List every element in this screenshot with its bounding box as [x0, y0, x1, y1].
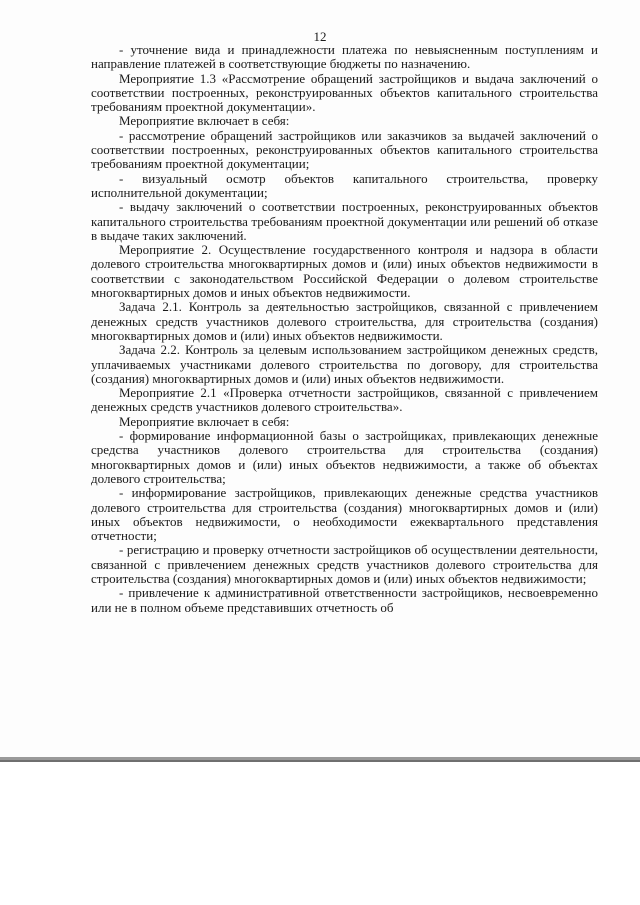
paragraph: Мероприятие 1.3 «Рассмотрение обращений застройщиков и выдача заключений о соответствии построенных, реконструированных объектов капитального строительства требованиям проектной документации». — [91, 70, 598, 115]
paragraph: - уточнение вида и принадлежности платежа по невыясненным поступлениям и направление платежей в соответствующие бюджеты по назначению. — [91, 42, 598, 72]
paragraph: Мероприятие 2.1 «Проверка отчетности застройщиков, связанной с привлечением денежных средств участников долевого строительства». — [91, 385, 598, 415]
paragraph: - регистрацию и проверку отчетности застройщиков об осуществлении деятельности, связанной с привлечением денежных средств участников долевого строительства для строительства (создания) многоквартирных домов и (или) иных объектов недвижимости; — [91, 542, 598, 586]
paragraph: - рассмотрение обращений застройщиков или заказчиков за выдачей заключений о соответствии построенных, реконструированных объектов капитального строительства требованиям проектной документации; — [91, 127, 598, 172]
paragraph: - выдачу заключений о соответствии построенных, реконструированных объектов капитального строительства требованиям проектной документации или решений об отказе в выдаче таких заключений. — [91, 199, 598, 243]
paragraph: - визуальный осмотр объектов капитального строительства, проверку исполнительной документации; — [91, 170, 598, 200]
paragraph: - формирование информационной базы о застройщиках, привлекающих денежные средства участников долевого строительства для строительства (создания) многоквартирных домов и (или) иных объектов недвижимости, а также об объектах долевого строительства; — [91, 428, 598, 486]
paragraph: Мероприятие включает в себя: — [119, 113, 290, 129]
paragraph: - информирование застройщиков, привлекающих денежные средства участников долевого строительства для строительства (создания) многоквартирных домов и (или) иных объектов недвижимости, о необходимости ежеквартального представления отчетности; — [91, 485, 598, 544]
paragraph: Задача 2.2. Контроль за целевым использованием застройщиком денежных средств, уплачиваемых участниками долевого строительства по договору, для строительства (создания) многоквартирных домов и (или) иных объектов недвижимости. — [91, 342, 598, 386]
paragraph: - привлечение к административной ответственности застройщиков, несвоевременно или не в полном объеме представивших отчетность об — [91, 585, 598, 615]
paragraph: Мероприятие 2. Осуществление государственного контроля и надзора в области долевого строительства многоквартирных домов и (или) иных объектов недвижимости в соответствии с законодательством Российской Федерации о долевом строительстве многоквартирных домов и иных объектов недвижимости. — [91, 242, 598, 301]
blank-area — [0, 762, 640, 905]
page-number: 12 — [313, 29, 327, 44]
paragraph: Мероприятие включает в себя: — [119, 413, 290, 429]
document-body — [91, 43, 598, 615]
paragraph: Задача 2.1. Контроль за деятельностью застройщиков, связанной с привлечением денежных средств участников долевого строительства, для строительства (создания) многоквартирных домов и (или) иных объектов недвижимости. — [91, 299, 598, 343]
